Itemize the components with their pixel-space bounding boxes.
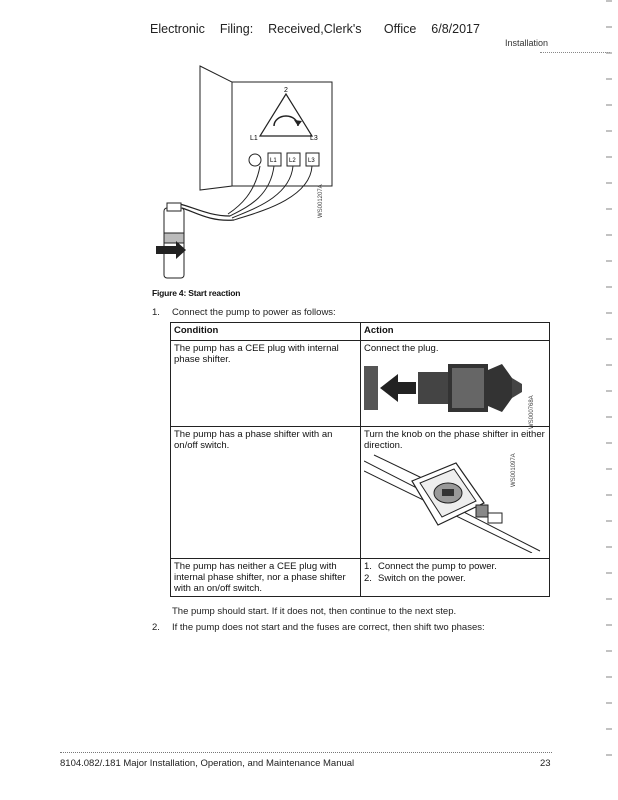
terminal-l1: L1 <box>270 158 277 164</box>
table-row <box>171 341 550 427</box>
image-code: WS000768A <box>529 395 535 429</box>
section-header: Installation <box>504 38 548 48</box>
plug-insert-arrow-icon <box>380 374 416 402</box>
condition-cell <box>171 341 361 427</box>
condition-cell <box>171 427 361 559</box>
step-1-number: 1. <box>152 307 160 318</box>
terminal-l3: L3 <box>308 158 315 164</box>
condition-cell <box>171 559 361 597</box>
list-item: 1. Connect the pump to power. <box>364 561 497 572</box>
condition-text: The pump has a CEE plug with internal phase shifter. <box>174 343 339 365</box>
action-text: Connect the plug. <box>364 343 439 354</box>
condition-text: The pump has a phase shifter with an on/off switch. <box>174 429 333 451</box>
figure-code: WS001207A <box>318 184 324 218</box>
condition-action-table <box>170 322 550 597</box>
figure-caption: Figure 4: Start reaction <box>152 288 241 298</box>
footer-text: 8104.082/.181 Major Installation, Operation, and Maintenance Manual <box>60 758 355 769</box>
indicator-lamp <box>249 154 261 166</box>
image-code: WS001097A <box>511 453 517 487</box>
action-text: Turn the knob on the phase shifter in either direction. <box>364 429 545 451</box>
table-row <box>171 559 550 597</box>
condition-text: The pump has neither a CEE plug with internal phase shifter, nor a phase shifter with an on/off switch. <box>174 561 346 594</box>
footer-rule <box>60 752 552 753</box>
terminal-l2: L2 <box>289 158 296 164</box>
filing-stamp: Electronic Filing: Received,Clerk's Office 6/8/2017 <box>150 22 480 36</box>
cee-plug-image <box>364 356 534 418</box>
step-1-text: Connect the pump to power as follows: <box>172 307 336 318</box>
table-row <box>171 427 550 559</box>
scan-edge-marks <box>606 0 612 780</box>
page-number: 23 <box>540 758 551 769</box>
action-list <box>364 561 546 585</box>
column-header-action: Action <box>361 323 550 341</box>
figure-label-l1: L1 <box>250 135 258 142</box>
action-cell <box>361 341 550 427</box>
action-cell <box>361 559 550 597</box>
action-cell <box>361 427 550 559</box>
step-2-text: If the pump does not start and the fuses are correct, then shift two phases: <box>172 622 485 633</box>
column-header-condition: Condition <box>171 323 361 341</box>
figure-label-l3: L3 <box>310 135 318 142</box>
cabinet-door <box>200 66 232 190</box>
table-header-row <box>171 323 550 341</box>
after-table-text: The pump should start. If it does not, then continue to the next step. <box>172 606 457 617</box>
step-2-number: 2. <box>152 622 160 633</box>
start-reaction-figure <box>150 58 350 283</box>
figure-label-top: 2 <box>284 87 288 94</box>
list-item: 2. Switch on the power. <box>364 573 466 584</box>
header-rule <box>540 52 610 53</box>
